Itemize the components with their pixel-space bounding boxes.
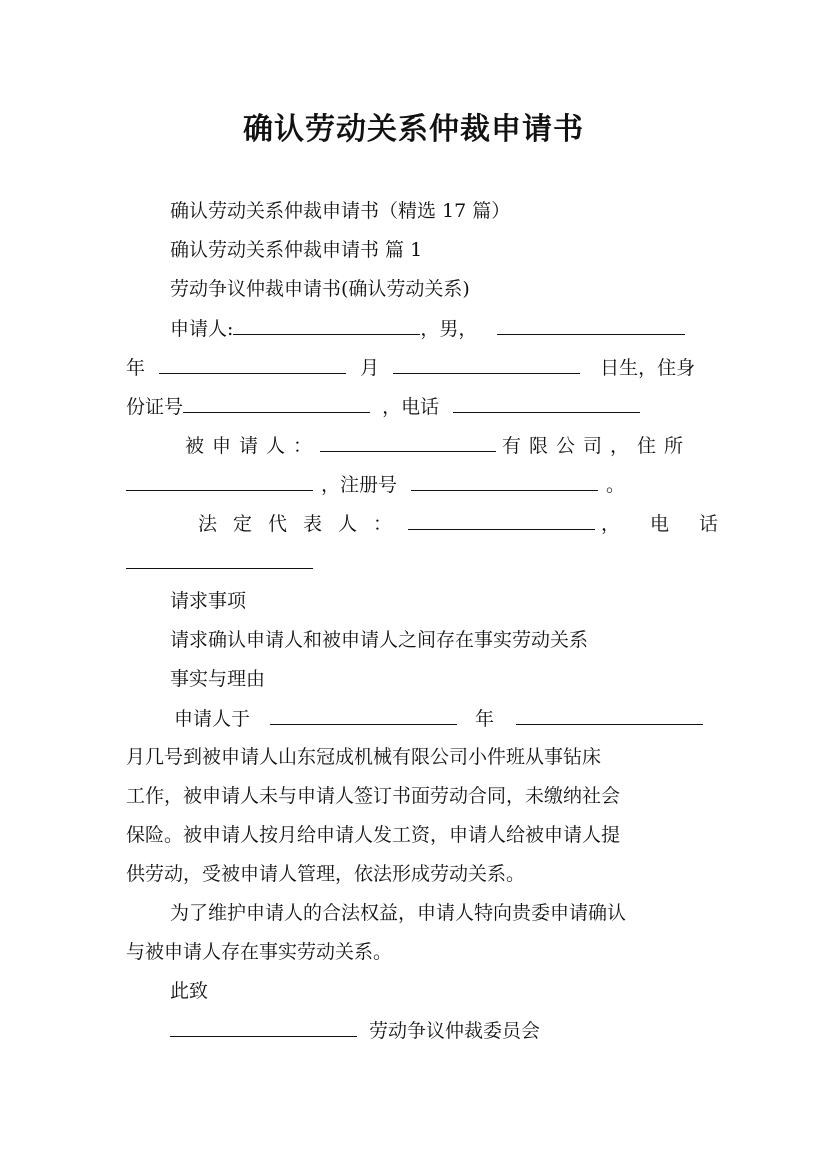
id-label: 份证号 bbox=[126, 396, 184, 418]
facts-line-3: 工作，被申请人未与申请人签订书面劳动合同，未缴纳社会 bbox=[126, 785, 621, 807]
applicant-year-label: 年 bbox=[126, 357, 146, 379]
phone-label: ，电话 bbox=[382, 396, 440, 418]
birth-month-blank[interactable] bbox=[393, 355, 580, 374]
start-month-blank[interactable] bbox=[516, 706, 703, 725]
id-number-blank[interactable] bbox=[183, 394, 370, 413]
legal-rep-line-2 bbox=[126, 550, 701, 575]
document-title: 确认劳动关系仲裁申请书 bbox=[243, 112, 584, 147]
facts-line-5: 供劳动，受被申请人管理，依法形成劳动关系。 bbox=[126, 863, 526, 885]
facts-line-7: 与被申请人存在事实劳动关系。 bbox=[126, 941, 393, 963]
facts-year-label: 年 bbox=[475, 708, 495, 730]
piece-heading: 确认劳动关系仲裁申请书 篇 1 bbox=[170, 239, 423, 261]
legal-rep-label: 法定代表人： bbox=[198, 513, 409, 535]
facts-line-2: 月几号到被申请人山东冠成机械有限公司小件班从事钻床 bbox=[126, 746, 602, 768]
form-heading: 劳动争议仲裁申请书(确认劳动关系) bbox=[170, 278, 470, 300]
legal-rep-blank[interactable] bbox=[408, 511, 595, 530]
applicant-line-3 bbox=[126, 394, 701, 419]
respondent-line-1 bbox=[185, 433, 701, 458]
birth-year-blank[interactable] bbox=[159, 355, 346, 374]
applicant-blank[interactable] bbox=[497, 316, 685, 335]
facts-start-label: 申请人于 bbox=[174, 708, 251, 730]
respondent-line-2 bbox=[126, 472, 701, 497]
committee-blank[interactable] bbox=[170, 1018, 357, 1037]
legal-rep-line-1 bbox=[198, 511, 749, 536]
subtitle: 确认劳动关系仲裁申请书（精选 17 篇） bbox=[170, 200, 511, 222]
applicant-line-2 bbox=[126, 355, 701, 380]
respondent-label: 被申请人： bbox=[185, 435, 321, 457]
committee-line bbox=[170, 1018, 701, 1043]
applicant-month-label: 月 bbox=[360, 357, 380, 379]
registration-label: ，注册号 bbox=[321, 474, 398, 496]
registration-number-blank[interactable] bbox=[411, 472, 598, 491]
applicant-line-1 bbox=[170, 316, 701, 341]
claims-heading: 请求事项 bbox=[170, 590, 247, 612]
start-year-blank[interactable] bbox=[270, 706, 457, 725]
legal-rep-phone-text: ，电话 bbox=[601, 513, 749, 535]
respondent-address-blank[interactable] bbox=[126, 472, 313, 491]
applicant-name-blank[interactable] bbox=[233, 316, 420, 335]
committee-text: 劳动争议仲裁委员会 bbox=[369, 1020, 541, 1042]
facts-line-6: 为了维护申请人的合法权益，申请人特向贵委申请确认 bbox=[170, 902, 627, 924]
respondent-company-text: 有限公司，住所 bbox=[502, 435, 692, 457]
facts-heading: 事实与理由 bbox=[170, 668, 266, 690]
respondent-company-blank[interactable] bbox=[320, 433, 496, 452]
claims-text: 请求确认申请人和被申请人之间存在事实劳动关系 bbox=[170, 629, 589, 651]
legal-rep-phone-blank[interactable] bbox=[126, 550, 313, 569]
closing: 此致 bbox=[170, 980, 209, 1002]
respondent-end-mark: 。 bbox=[606, 474, 626, 496]
facts-line-1 bbox=[170, 706, 701, 731]
applicant-label: 申请人: bbox=[170, 318, 234, 340]
applicant-phone-blank[interactable] bbox=[453, 394, 640, 413]
applicant-gender-text: ，男， bbox=[420, 318, 478, 340]
applicant-birth-text: 日生，住身 bbox=[600, 357, 696, 379]
facts-line-4: 保险。被申请人按月给申请人发工资，申请人给被申请人提 bbox=[126, 824, 621, 846]
